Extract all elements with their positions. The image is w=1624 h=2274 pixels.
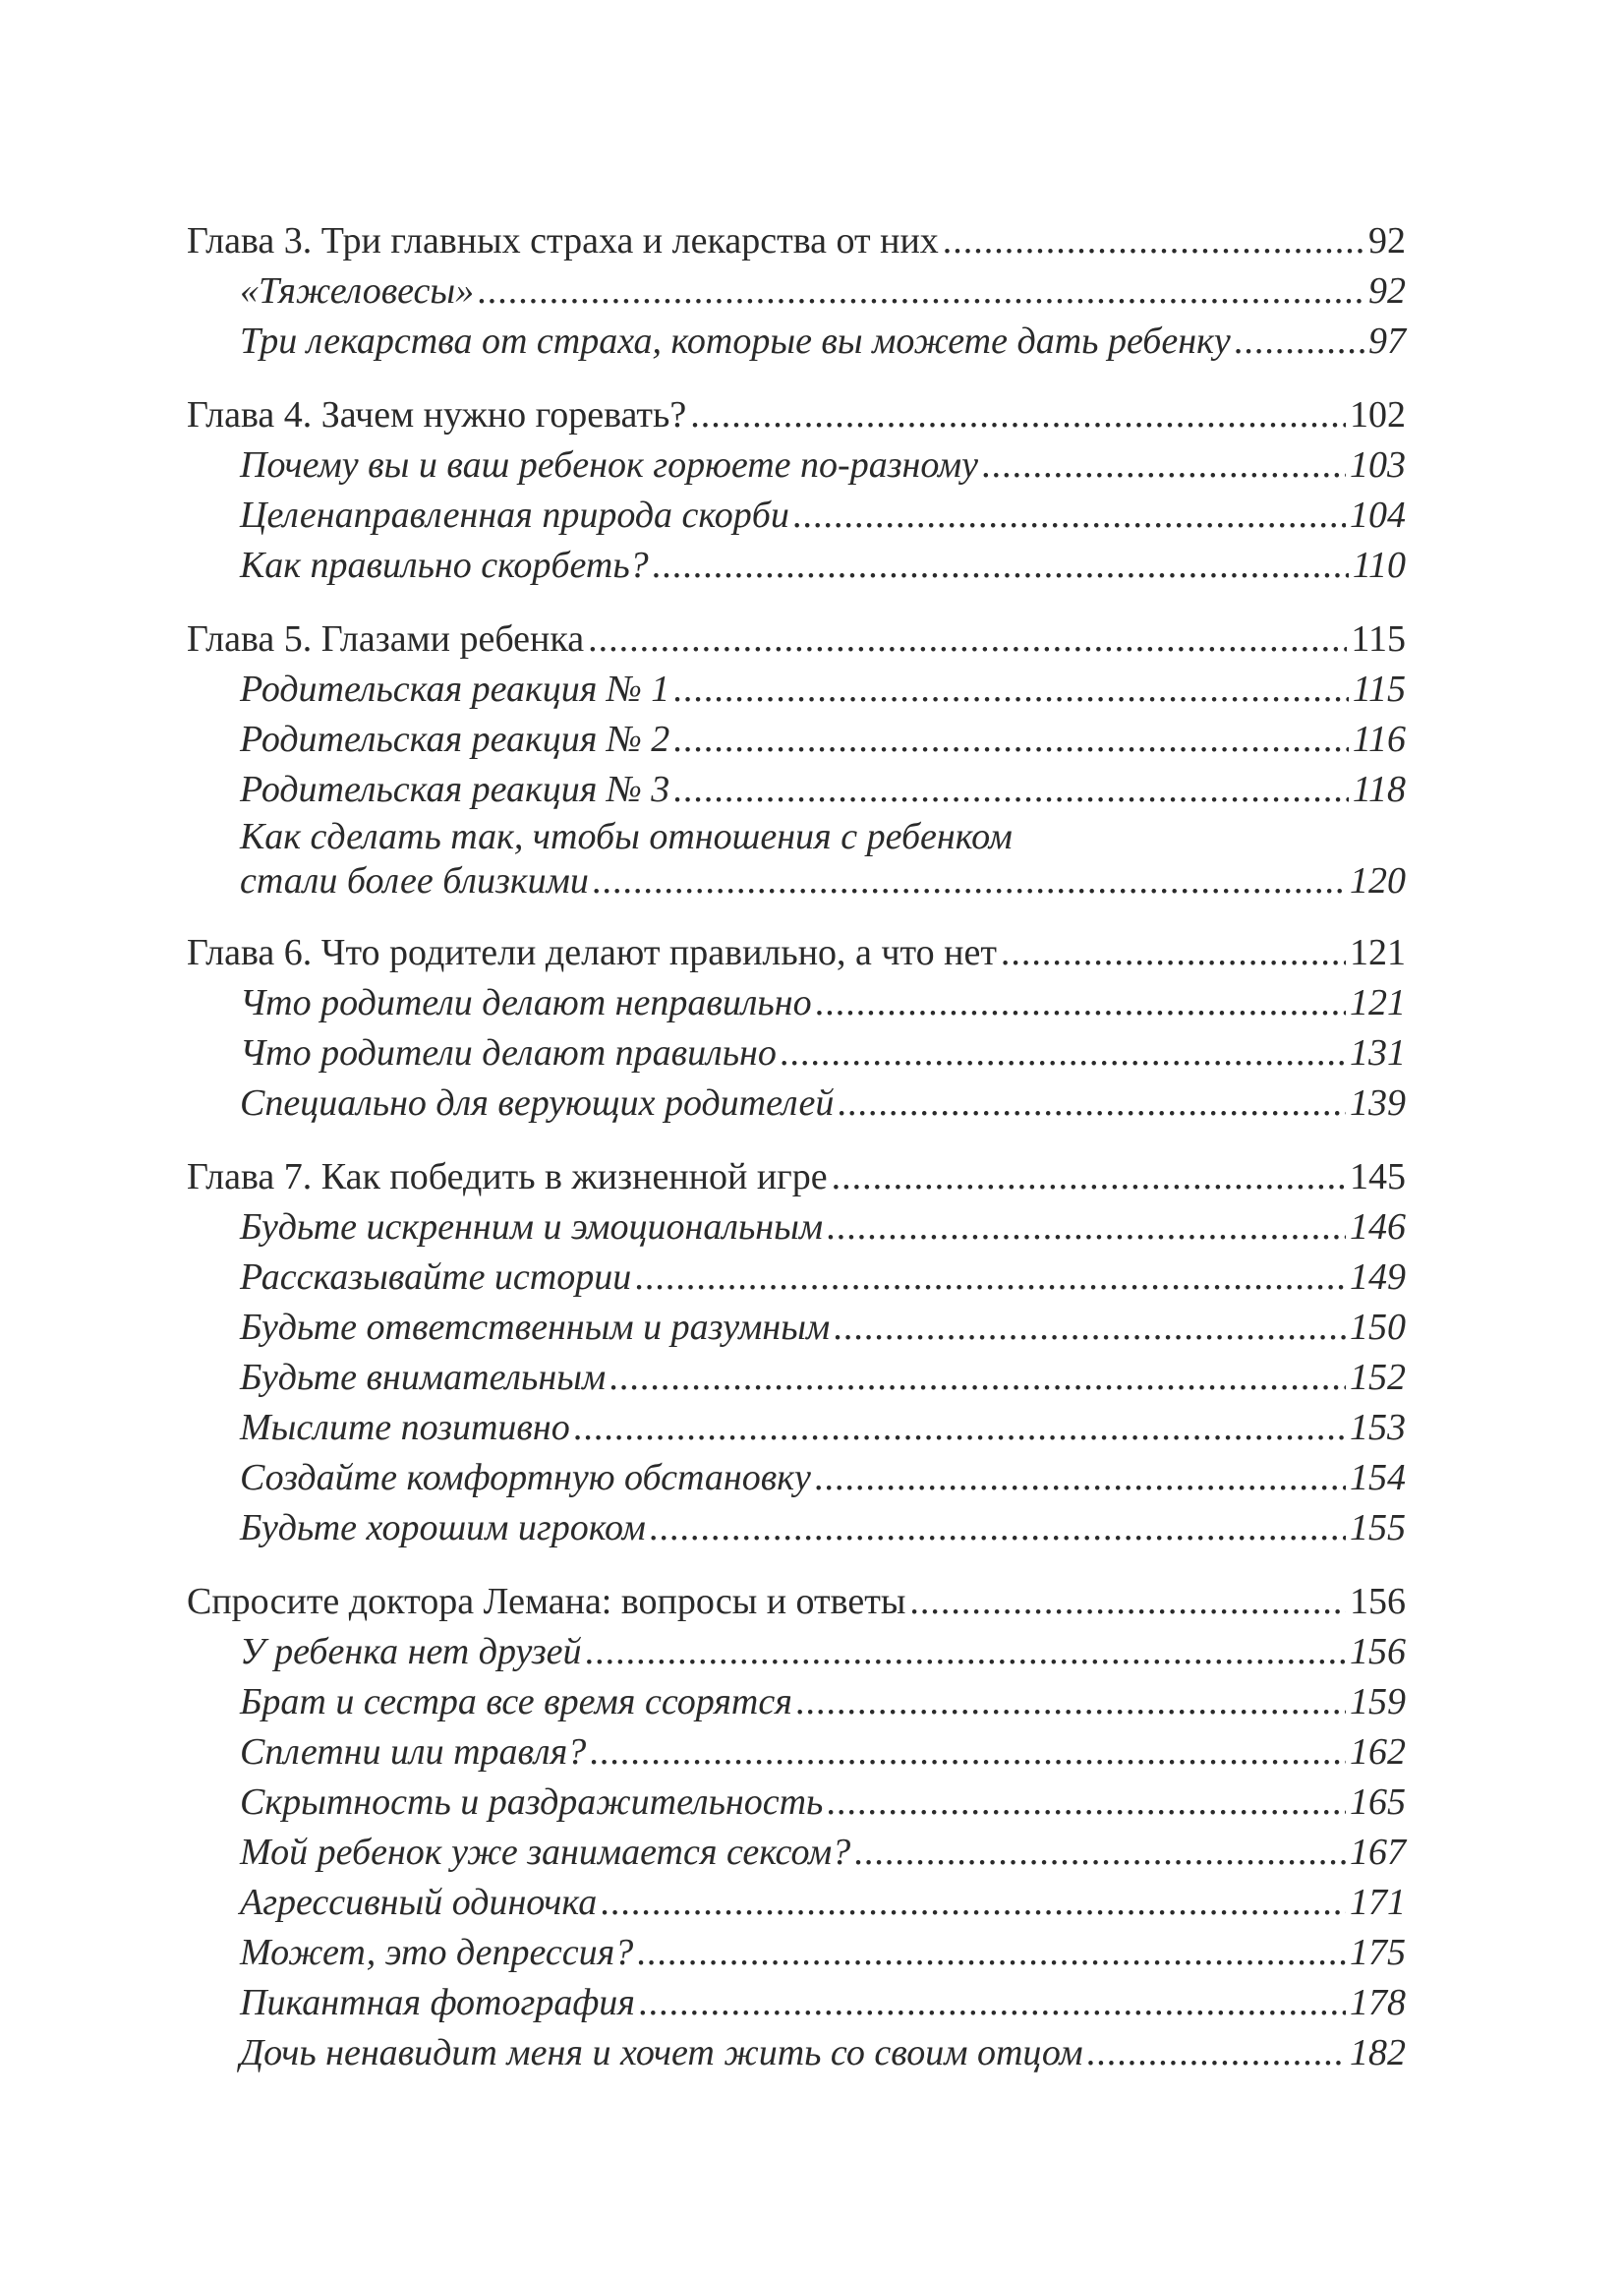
page-number: 115 [1352,669,1406,710]
dot-leader [639,1978,1346,2028]
toc-subentry[interactable] [187,541,1406,591]
toc-section [187,1152,1406,1553]
subentry-title: Агрессивный одиночка [240,1882,598,1923]
toc-subentry[interactable] [187,1028,1406,1079]
subentry-title: Мой ребенок уже занимается сексом? [240,1832,851,1873]
toc-subentry[interactable] [187,1353,1406,1403]
dot-leader [586,1627,1346,1677]
page-number: 110 [1352,545,1406,586]
dot-leader [1235,317,1364,367]
dot-leader [834,1303,1346,1353]
page-number: 178 [1350,1982,1406,2023]
subentry-title: Как правильно скорбеть? [240,545,649,586]
toc-subentry[interactable] [187,978,1406,1028]
page-number: 167 [1350,1832,1406,1873]
toc-subentry[interactable] [187,1253,1406,1303]
subentry-title: Родительская реакция № 3 [240,769,670,810]
toc-subentry[interactable] [187,1503,1406,1553]
chapter-title: Спросите доктора Лемана: вопросы и ответы [187,1581,906,1622]
toc-subentry[interactable] [187,1978,1406,2028]
subentry-title: Родительская реакция № 1 [240,669,670,710]
dot-leader [653,541,1349,591]
subentry-title: Дочь ненавидит меня и хочет жить со своим отцом [240,2032,1083,2073]
subentry-title: У ребенка нет друзей [240,1631,582,1672]
page-number: 121 [1350,982,1406,1023]
toc-subentry[interactable] [187,2028,1406,2078]
subentry-title: «Тяжеловесы» [240,270,475,312]
dot-leader [574,1403,1346,1453]
toc-subentry[interactable] [187,1627,1406,1677]
page-number: 156 [1350,1581,1406,1622]
subentry-title: Создайте комфортную обстановку [240,1457,811,1498]
dot-leader [827,1202,1346,1253]
page-number: 165 [1350,1781,1406,1823]
page-number: 156 [1350,1631,1406,1672]
subentry-title: Может, это депрессия? [240,1932,634,1973]
subentry-title: Брат и сестра все время ссорятся [240,1681,792,1722]
dot-leader [637,1928,1346,1978]
toc-subentry[interactable] [187,1079,1406,1129]
subentry-title: Скрытность и раздражительность [240,1781,824,1823]
toc-subentry[interactable] [187,1928,1406,1978]
toc-subentry[interactable] [187,1778,1406,1828]
page-number: 118 [1352,769,1406,810]
page-number: 120 [1350,860,1406,902]
subentry-title-line1: Как сделать так, чтобы отношения с ребенком [240,816,1013,857]
toc-subentry[interactable] [187,715,1406,765]
subentry-title: Родительская реакция № 2 [240,719,670,760]
toc-subentry[interactable] [187,1828,1406,1878]
subentry-title: Будьте ответственным и разумным [240,1307,831,1348]
dot-leader [1087,2028,1346,2078]
subentry-title: Будьте искренним и эмоциональным [240,1206,824,1248]
dot-leader [673,665,1349,715]
toc-chapter-entry[interactable] [187,614,1406,665]
page-number: 159 [1350,1681,1406,1722]
dot-leader [593,854,1346,904]
toc-subentry[interactable] [187,765,1406,815]
page-number: 116 [1352,719,1406,760]
toc-section [187,1577,1406,2078]
dot-leader [478,266,1364,317]
toc-subentry[interactable] [187,1403,1406,1453]
page-number: 171 [1350,1882,1406,1923]
page-number: 121 [1350,932,1406,973]
dot-leader [1001,928,1346,978]
page-number: 149 [1350,1256,1406,1298]
toc-subentry[interactable] [187,440,1406,491]
dot-leader [635,1253,1346,1303]
subentry-title: Будьте внимательным [240,1357,607,1398]
dot-leader [815,1453,1346,1503]
page-number: 92 [1368,270,1406,312]
page-number: 154 [1350,1457,1406,1498]
toc-subentry[interactable] [187,1453,1406,1503]
dot-leader [690,390,1346,440]
chapter-title: Глава 4. Зачем нужно горевать? [187,394,687,436]
toc-section [187,390,1406,591]
dot-leader [832,1152,1346,1202]
dot-leader [673,765,1349,815]
toc-subentry[interactable] [187,1677,1406,1727]
dot-leader [609,1353,1346,1403]
page-number: 182 [1350,2032,1406,2073]
subentry-title: Пикантная фотография [240,1982,635,2023]
page-number: 150 [1350,1307,1406,1348]
dot-leader [816,978,1346,1028]
page-number: 145 [1350,1156,1406,1197]
page-number: 139 [1350,1082,1406,1124]
page-number: 162 [1350,1731,1406,1773]
dot-leader [838,1079,1346,1129]
toc-subentry[interactable] [187,1303,1406,1353]
dot-leader [673,715,1349,765]
page-number: 155 [1350,1507,1406,1548]
page-number: 115 [1351,618,1406,660]
toc-subentry[interactable] [187,1202,1406,1253]
page-number: 92 [1368,220,1406,262]
dot-leader [796,1677,1346,1727]
dot-leader [793,491,1346,541]
toc-chapter-entry[interactable] [187,216,1406,266]
subentry-title: Целенаправленная природа скорби [240,495,789,536]
page-number: 153 [1350,1407,1406,1448]
toc-subentry[interactable] [187,1727,1406,1778]
page-number: 152 [1350,1357,1406,1398]
dot-leader [650,1503,1346,1553]
toc-subentry[interactable] [187,491,1406,541]
toc-chapter-entry[interactable] [187,390,1406,440]
subentry-title: Почему вы и ваш ребенок горюете по-разному [240,444,979,486]
toc-subentry[interactable] [187,266,1406,317]
dot-leader [781,1028,1346,1079]
page-number: 146 [1350,1206,1406,1248]
dot-leader [854,1828,1346,1878]
subentry-title: Мыслите позитивно [240,1407,570,1448]
page-number: 97 [1368,321,1406,362]
toc-chapter-entry[interactable] [187,1152,1406,1202]
subentry-title: Что родители делают неправильно [240,982,812,1023]
toc-section [187,928,1406,1129]
toc-subentry[interactable] [187,815,1406,904]
toc-subentry[interactable] [187,1878,1406,1928]
subentry-title: Специально для верующих родителей [240,1082,835,1124]
page-number: 103 [1350,444,1406,486]
page-number: 104 [1350,495,1406,536]
toc-chapter-entry[interactable] [187,928,1406,978]
dot-leader [982,440,1346,491]
dot-leader [909,1577,1346,1627]
chapter-title: Глава 7. Как победить в жизненной игре [187,1156,828,1197]
subentry-title: Сплетни или травля? [240,1731,587,1773]
chapter-title: Глава 3. Три главных страха и лекарства от них [187,220,939,262]
toc-section [187,614,1406,904]
subentry-title: Рассказывайте истории [240,1256,632,1298]
page-number: 102 [1350,394,1406,436]
subentry-title: Что родители делают правильно [240,1032,777,1074]
chapter-title: Глава 6. Что родители делают правильно, а что нет [187,932,997,973]
subentry-title: Будьте хорошим игроком [240,1507,646,1548]
subentry-title: Три лекарства от страха, которые вы можете дать ребенку [240,321,1231,362]
dot-leader [601,1878,1346,1928]
toc-subentry[interactable] [187,665,1406,715]
toc-chapter-entry[interactable] [187,1577,1406,1627]
page-number: 131 [1350,1032,1406,1074]
table-of-contents [187,216,1406,2102]
page-number: 175 [1350,1932,1406,1973]
dot-leader [590,1727,1346,1778]
chapter-title: Глава 5. Глазами ребенка [187,618,585,660]
dot-leader [827,1778,1346,1828]
dot-leader [588,614,1347,665]
toc-section [187,216,1406,367]
dot-leader [943,216,1364,266]
subentry-title-line2: стали более близкими [240,860,589,902]
toc-subentry[interactable] [187,317,1406,367]
